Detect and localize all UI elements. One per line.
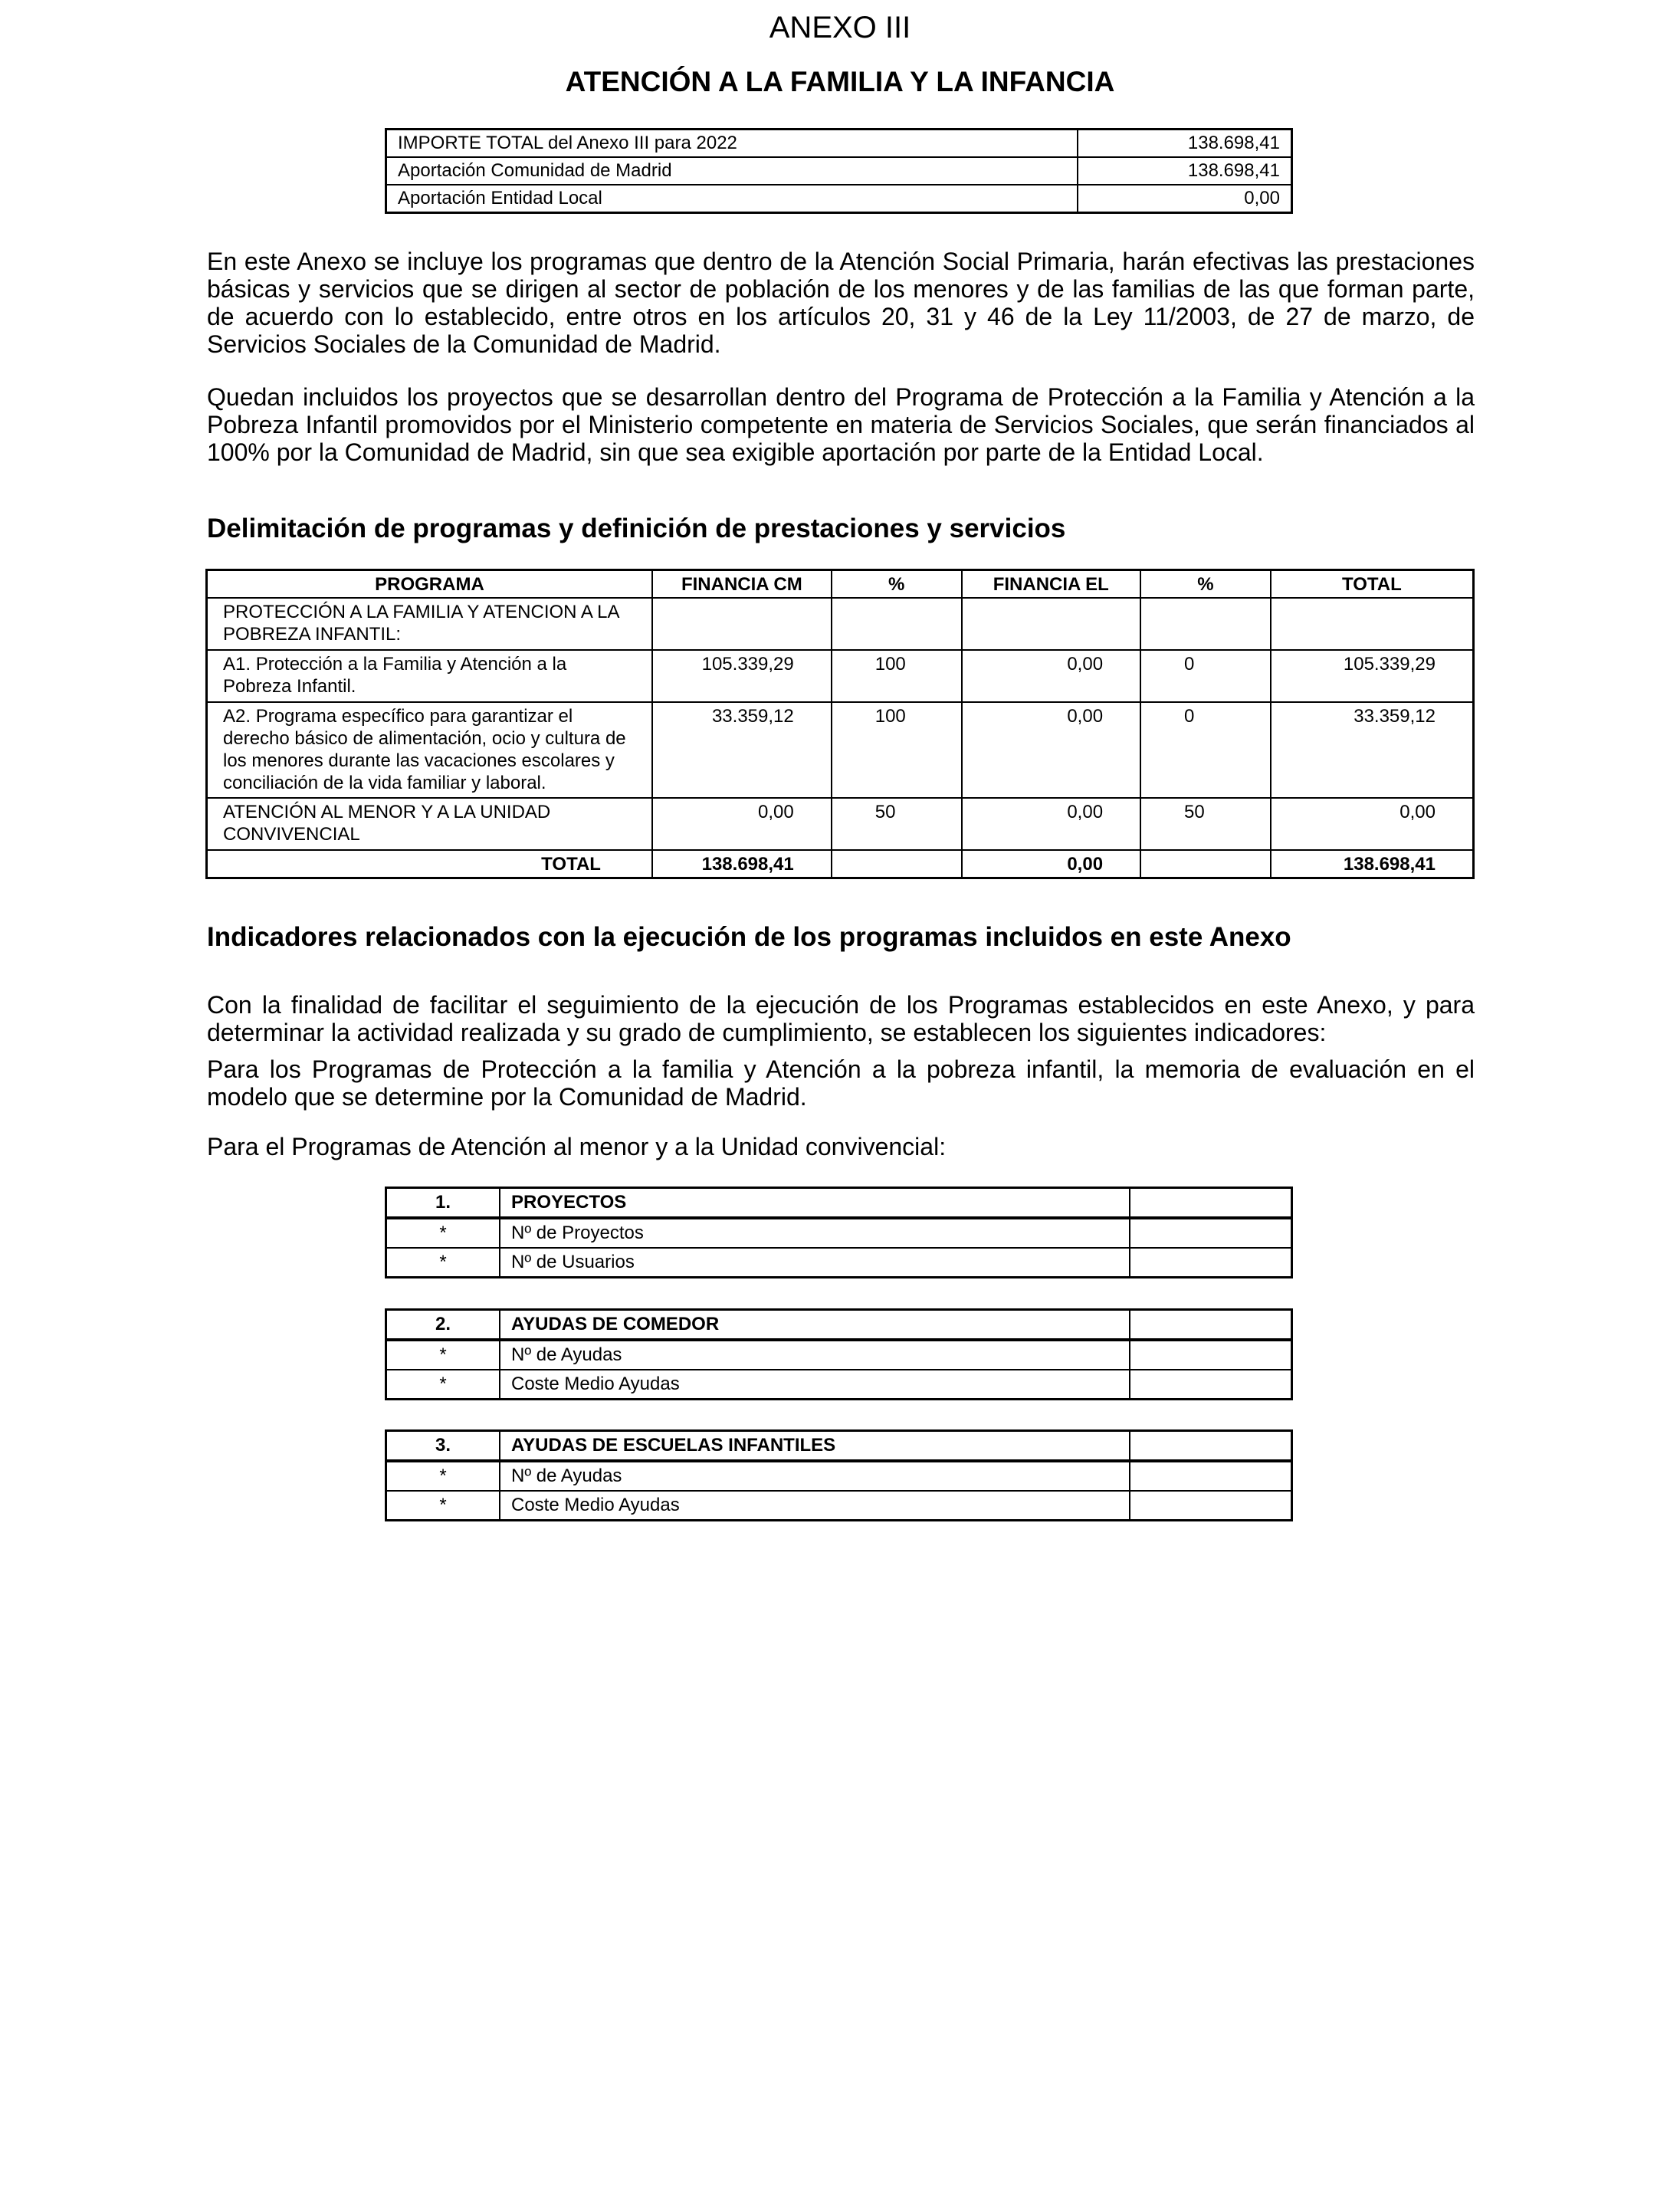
indicator-header-row (386, 1431, 1292, 1462)
program-name: A2. Programa específico para garantizar el derecho básico de alimentación, ocio y cultura de los menores durante las vacaciones escolares y conciliación de la vida familiar y laboral. (207, 702, 652, 798)
indicator-value-cell (1130, 1491, 1292, 1521)
indicator-title: AYUDAS DE COMEDOR (500, 1310, 1130, 1341)
programs-section-title: Delimitación de programas y definición de prestaciones y servicios (207, 514, 1066, 543)
financia-cm-cell: 0,00 (652, 798, 832, 850)
total-pct-cm-empty (832, 850, 962, 878)
pct-el-cell: 50 (1140, 798, 1271, 850)
indicator-label: Nº de Proyectos (500, 1218, 1130, 1248)
indicator-label: Coste Medio Ayudas (500, 1491, 1130, 1521)
indicator-bullet: * (386, 1491, 500, 1521)
indicator-label: Nº de Ayudas (500, 1461, 1130, 1491)
pct-el-cell: 0 (1140, 650, 1271, 702)
programs-table (205, 569, 1475, 879)
budget-amount: 138.698,41 (1078, 157, 1292, 185)
indicator-table-escuelas (385, 1429, 1293, 1521)
total-financia-el: 0,00 (962, 850, 1141, 878)
indicator-value-cell (1130, 1340, 1292, 1370)
pct-cm-cell (832, 598, 962, 650)
col-header-financia-cm: FINANCIA CM (652, 570, 832, 599)
total-cell: 0,00 (1271, 798, 1474, 850)
indicator-title: PROYECTOS (500, 1188, 1130, 1219)
financia-cm-cell: 33.359,12 (652, 702, 832, 798)
financia-el-cell: 0,00 (962, 650, 1141, 702)
col-header-financia-el: FINANCIA EL (962, 570, 1141, 599)
financia-el-cell (962, 598, 1141, 650)
pct-cm-cell: 100 (832, 650, 962, 702)
indicator-label: Nº de Ayudas (500, 1340, 1130, 1370)
budget-amount: 0,00 (1078, 185, 1292, 213)
intro-paragraph: En este Anexo se incluye los programas que dentro de la Atención Social Primaria, harán efectivas las prestaciones básicas y servicios que se dirigen al sector de población de los menores y de las familias de las que forman parte, de acuerdo con lo establecido, entre otros en los artículos 20, 31 y 46 de la Ley 11/2003, de 27 de marzo, de Servicios Sociales de la Comunidad de Madrid. (207, 248, 1475, 358)
budget-table (385, 128, 1293, 214)
indicators-section-title: Indicadores relacionados con la ejecución de los programas incluidos en este Anexo (207, 922, 1291, 952)
financia-el-cell: 0,00 (962, 702, 1141, 798)
indicator-value-cell (1130, 1431, 1292, 1462)
indicator-value-cell (1130, 1248, 1292, 1278)
indicator-number: 3. (386, 1431, 500, 1462)
indicator-row (386, 1218, 1292, 1248)
pct-el-cell (1140, 598, 1271, 650)
total-grand: 138.698,41 (1271, 850, 1474, 878)
col-header-pct-el: % (1140, 570, 1271, 599)
indicator-value-cell (1130, 1461, 1292, 1491)
programs-header-row (207, 570, 1474, 599)
indicator-row (386, 1461, 1292, 1491)
budget-label: Aportación Comunidad de Madrid (386, 157, 1078, 185)
table-row (207, 702, 1474, 798)
indicator-value-cell (1130, 1370, 1292, 1400)
budget-row (386, 130, 1292, 158)
indicator-bullet: * (386, 1461, 500, 1491)
budget-row (386, 185, 1292, 213)
program-name: PROTECCIÓN A LA FAMILIA Y ATENCION A LA POBREZA INFANTIL: (207, 598, 652, 650)
table-row (207, 798, 1474, 850)
program-name: ATENCIÓN AL MENOR Y A LA UNIDAD CONVIVENCIAL (207, 798, 652, 850)
total-pct-el-empty (1140, 850, 1271, 878)
indicator-row (386, 1370, 1292, 1400)
indicator-number: 1. (386, 1188, 500, 1219)
indicator-value-cell (1130, 1218, 1292, 1248)
indicators-intro-paragraph: Con la finalidad de facilitar el seguimiento de la ejecución de los Programas establecidos en este Anexo, y para determinar la actividad realizada y su grado de cumplimiento, se establecen los siguientes indicadores: (207, 991, 1475, 1046)
pct-el-cell: 0 (1140, 702, 1271, 798)
total-label: TOTAL (207, 850, 652, 878)
indicator-header-row (386, 1310, 1292, 1341)
budget-row (386, 157, 1292, 185)
indicator-number: 2. (386, 1310, 500, 1341)
program-name: A1. Protección a la Familia y Atención a la Pobreza Infantil. (207, 650, 652, 702)
indicator-header-row (386, 1188, 1292, 1219)
budget-label: Aportación Entidad Local (386, 185, 1078, 213)
budget-label: IMPORTE TOTAL del Anexo III para 2022 (386, 130, 1078, 158)
indicator-value-cell (1130, 1310, 1292, 1341)
table-row (207, 650, 1474, 702)
annex-title: ANEXO III (769, 11, 911, 44)
total-row (207, 850, 1474, 878)
total-cell: 33.359,12 (1271, 702, 1474, 798)
indicator-row (386, 1491, 1292, 1521)
total-cell: 105.339,29 (1271, 650, 1474, 702)
indicator-label: Coste Medio Ayudas (500, 1370, 1130, 1400)
indicator-bullet: * (386, 1370, 500, 1400)
pct-cm-cell: 50 (832, 798, 962, 850)
indicator-bullet: * (386, 1218, 500, 1248)
indicator-row (386, 1248, 1292, 1278)
scope-paragraph: Quedan incluidos los proyectos que se desarrollan dentro del Programa de Protección a la Familia y Atención a la Pobreza Infantil promovidos por el Ministerio competente en materia de Servicios Sociales, que serán financiados al 100% por la Comunidad de Madrid, sin que sea exigible aportación por parte de la Entidad Local. (207, 383, 1475, 466)
financia-cm-cell: 105.339,29 (652, 650, 832, 702)
financia-el-cell: 0,00 (962, 798, 1141, 850)
indicator-bullet: * (386, 1248, 500, 1278)
indicator-title: AYUDAS DE ESCUELAS INFANTILES (500, 1431, 1130, 1462)
protection-evaluation-paragraph: Para los Programas de Protección a la familia y Atención a la pobreza infantil, la memoria de evaluación en el modelo que se determine por la Comunidad de Madrid. (207, 1055, 1475, 1111)
indicator-label: Nº de Usuarios (500, 1248, 1130, 1278)
col-header-total: TOTAL (1271, 570, 1474, 599)
indicator-row (386, 1340, 1292, 1370)
main-title: ATENCIÓN A LA FAMILIA Y LA INFANCIA (565, 66, 1115, 97)
total-cell (1271, 598, 1474, 650)
total-financia-cm: 138.698,41 (652, 850, 832, 878)
convivencial-paragraph: Para el Programas de Atención al menor y a la Unidad convivencial: (207, 1133, 947, 1160)
col-header-pct-cm: % (832, 570, 962, 599)
financia-cm-cell (652, 598, 832, 650)
indicator-table-comedor (385, 1308, 1293, 1400)
indicator-value-cell (1130, 1188, 1292, 1219)
table-row (207, 598, 1474, 650)
col-header-programa: PROGRAMA (207, 570, 652, 599)
indicator-table-proyectos (385, 1187, 1293, 1278)
budget-amount: 138.698,41 (1078, 130, 1292, 158)
pct-cm-cell: 100 (832, 702, 962, 798)
indicator-bullet: * (386, 1340, 500, 1370)
